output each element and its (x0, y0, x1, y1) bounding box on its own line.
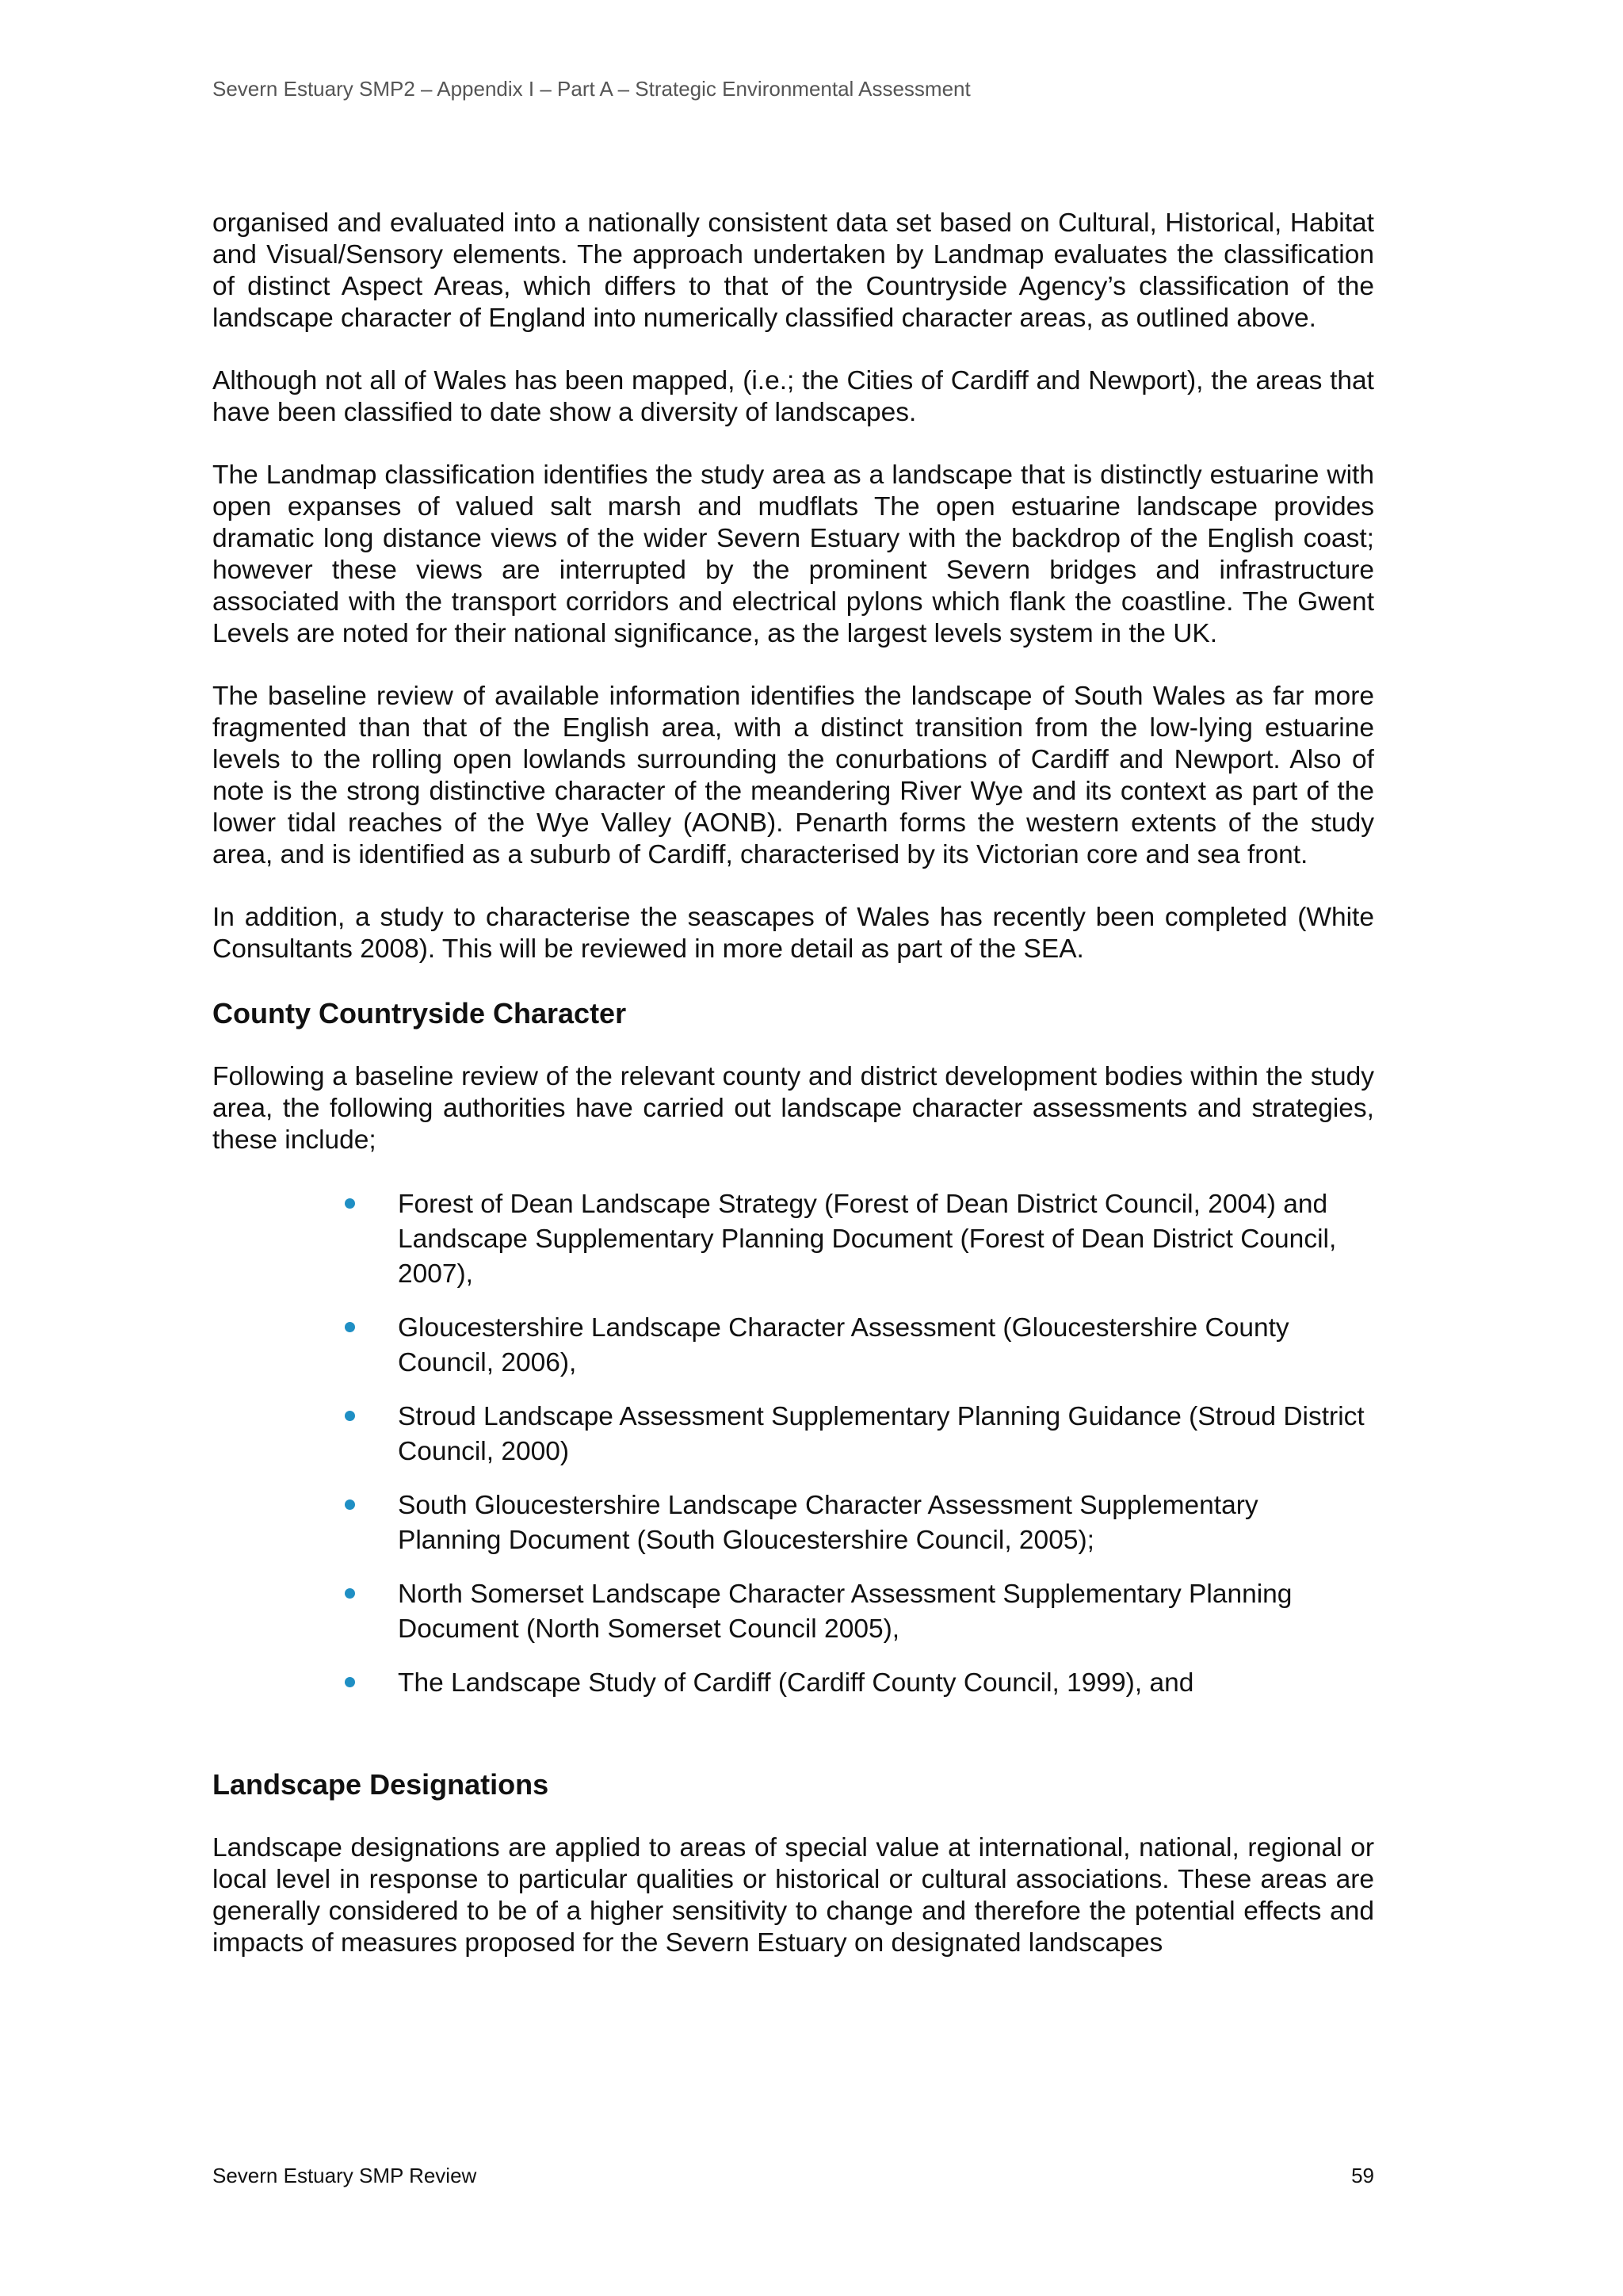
bullet-icon (345, 1677, 355, 1687)
paragraph: In addition, a study to characterise the seascapes of Wales has recently been completed (White Consultants 2008). This will be reviewed in more detail as part of the SEA. (212, 903, 1374, 964)
list-item (398, 1311, 1374, 1381)
list-item (398, 1577, 1374, 1647)
authorities-list (212, 1187, 1374, 1701)
list-item (398, 1400, 1374, 1469)
bullet-icon (345, 1411, 355, 1421)
list-item (398, 1666, 1374, 1701)
section-heading-county-countryside-character: County Countryside Character (212, 997, 627, 1030)
list-item-text: Gloucestershire Landscape Character Assessment (Gloucestershire County Council, 2006), (398, 1313, 1289, 1377)
page-body (212, 208, 1374, 1990)
list-item (398, 1488, 1374, 1558)
list-item-text: South Gloucestershire Landscape Character Assessment Supplementary Planning Document (South Gloucestershire Council, 2005); (398, 1491, 1258, 1555)
paragraph: organised and evaluated into a nationally consistent data set based on Cultural, Historical, Habitat and Visual/Sensory elements. The approach undertaken by Landmap evaluates the classification of distinct Aspect Areas, which differs to that of the Countryside Agency’s classification of the landscape character of England into numerically classified character areas, as outlined above. (212, 208, 1374, 333)
list-item (398, 1187, 1374, 1292)
bullet-icon (345, 1499, 355, 1510)
bullet-icon (345, 1198, 355, 1209)
list-item-text: North Somerset Landscape Character Assessment Supplementary Planning Document (North Somerset Council 2005), (398, 1580, 1293, 1644)
bullet-icon (345, 1322, 355, 1332)
paragraph: The baseline review of available information identifies the landscape of South Wales as far more fragmented than that of the English area, with a distinct transition from the low-lying estuarine levels to the rolling open lowlands surrounding the conurbations of Cardiff and Newport. Also of note is the strong distinctive character of the meandering River Wye and its context as part of the lower tidal reaches of the Wye Valley (AONB). Penarth forms the western extents of the study area, and is identified as a suburb of Cardiff, characterised by its Victorian core and sea front. (212, 682, 1374, 869)
paragraph: Although not all of Wales has been mapped, (i.e.; the Cities of Cardiff and Newport), the areas that have been classified to date show a diversity of landscapes. (212, 366, 1374, 427)
list-item-text: Stroud Landscape Assessment Supplementary Planning Guidance (Stroud District Council, 2000) (398, 1402, 1365, 1466)
paragraph: The Landmap classification identifies the study area as a landscape that is distinctly estuarine with open expanses of valued salt marsh and mudflats The open estuarine landscape provides dramatic long distance views of the wider Severn Estuary with the backdrop of the English coast; however these views are interrupted by the prominent Severn bridges and infrastructure associated with the transport corridors and electrical pylons which flank the coastline. The Gwent Levels are noted for their national significance, as the largest levels system in the UK. (212, 460, 1374, 648)
page-number: 59 (1351, 2164, 1374, 2187)
spacer (212, 1720, 1374, 1767)
running-header: Severn Estuary SMP2 – Appendix I – Part A – Strategic Environmental Assessment (212, 77, 971, 101)
list-item-text: Forest of Dean Landscape Strategy (Forest of Dean District Council, 2004) and Landscape Supplementary Planning Document (Forest of Dean District Council, 2007), (398, 1190, 1337, 1289)
paragraph: Following a baseline review of the relevant county and district development bodies within the study area, the following authorities have carried out landscape character assessments and strategies, these include; (212, 1062, 1374, 1155)
section-heading-landscape-designations: Landscape Designations (212, 1768, 549, 1801)
list-item-text: The Landscape Study of Cardiff (Cardiff County Council, 1999), and (398, 1668, 1194, 1698)
paragraph: Landscape designations are applied to areas of special value at international, national, regional or local level in response to particular qualities or historical or cultural associations. These areas are generally considered to be of a higher sensitivity to change and therefore the potential effects and impacts of measures proposed for the Severn Estuary on designated landscapes (212, 1833, 1374, 1958)
footer-title: Severn Estuary SMP Review (212, 2164, 477, 2187)
bullet-icon (345, 1588, 355, 1599)
